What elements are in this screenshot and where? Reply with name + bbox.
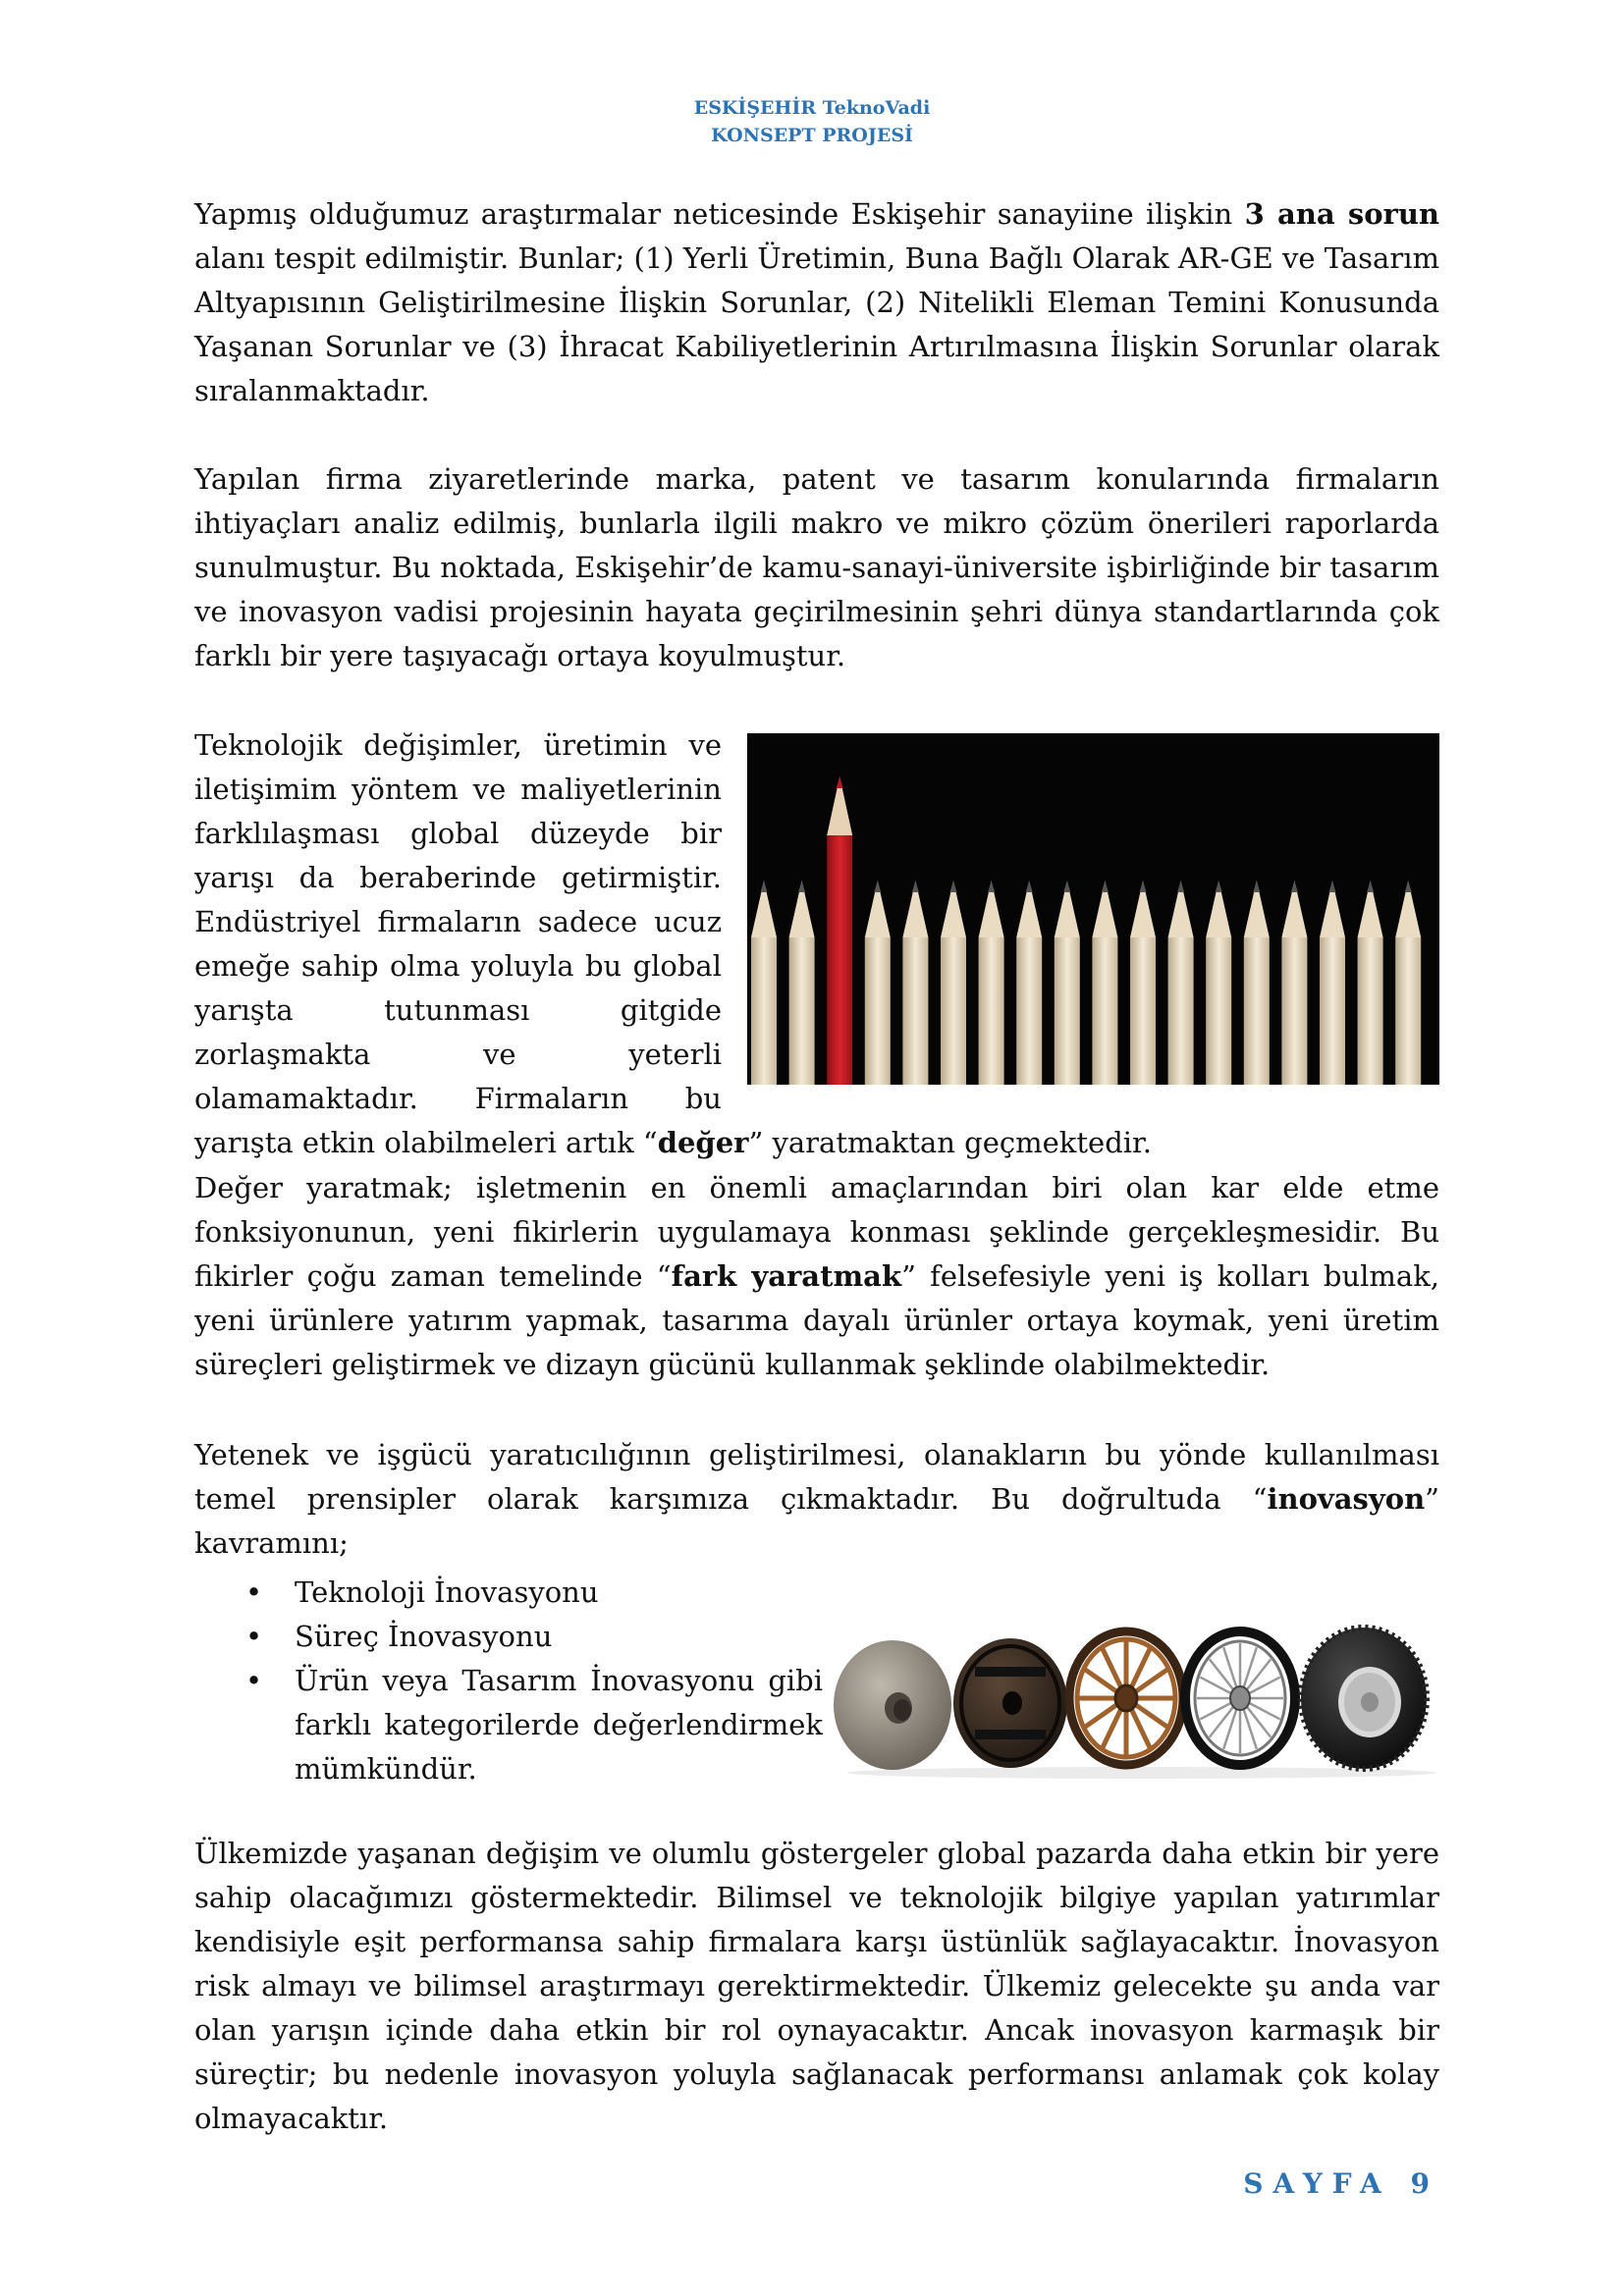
wheel-evolution-image (828, 1610, 1441, 1782)
pencils-red-standout-image (747, 733, 1439, 1085)
list-item-text: Süreç İnovasyonu (295, 1620, 553, 1653)
innovation-types-list (194, 1571, 823, 1791)
text-run: alanı tespit edilmiştir. Bunlar; (1) Yerli Üretimin, Buna Bağlı Olarak AR-GE ve Tasarım Altyapısının Geliştirilmesine İlişkin Sorunlar, (2) Nitelikli Eleman Temini Konusunda Yaşanan Sorunlar ve (3) İhracat Kabiliyetlerinin Artırılmasına İlişkin Sorunlar olarak sıralanmaktadır. (194, 241, 1439, 407)
text-run: Değer yaratmak; işletmenin en önemli amaçlarından biri olan kar elde etme fonksiyonunun, yeni fikirlerin uygulamaya konması şeklinde gerçekleşmesidir. Bu fikirler çoğu zaman temelinde “ (194, 1171, 1439, 1293)
list-item-text: Teknoloji İnovasyonu (295, 1575, 599, 1609)
list-item (194, 1659, 823, 1791)
stone-wheel-icon (834, 1640, 951, 1770)
modern-tire-icon (1301, 1628, 1427, 1769)
bold-text: 3 ana sorun (1244, 197, 1439, 231)
bullet-icon: • (245, 1575, 263, 1609)
text-run: ” felsefesiyle yeni iş kolları bulmak, yeni ürünlere yatırım yapmak, tasarıma dayalı ürünler ortaya koymak, yeni üretim süreçleri geliştirmek ve dizayn gücünü kullanmak şeklinde olabilmektedir. (194, 1259, 1439, 1381)
text-run: ” yaratmaktan geçmektedir. (748, 1126, 1152, 1159)
page-header (0, 94, 1624, 149)
plank-wheel-icon (953, 1638, 1067, 1768)
wheels-image (828, 1610, 1441, 1782)
text-run: Yapmış olduğumuz araştırmalar neticesinde Eskişehir sanayiine ilişkin (194, 197, 1245, 231)
list-item (194, 1571, 823, 1615)
paragraph-problems (194, 192, 1439, 413)
page-number: SAYFA 9 (1243, 2167, 1439, 2200)
bold-text: değer (657, 1126, 749, 1159)
paragraph-value-creation (194, 1166, 1439, 1387)
wagon-wheel-icon (1069, 1631, 1183, 1765)
text-run: Teknolojik değişimler, üretimin ve iletişimim yöntem ve maliyetlerinin farklılaşması global düzeyde bir yarışı da beraberinde getirmiştir. Endüstriyel firmaların sadece ucuz emeğe sahip olma yoluyla bu global yarışta tutunması gitgide zorlaşmakta ve yeterli olamamaktadır. Firmaların bu yarışta etkin olabilmeleri artık “ (194, 728, 722, 1159)
list-item (194, 1615, 823, 1659)
list-item-text: Ürün veya Tasarım İnovasyonu gibi farklı kategorilerde değerlendirmek mümkündür. (295, 1664, 823, 1786)
text-run: ” kavramını; (194, 1482, 1439, 1560)
red-pencil-icon (827, 776, 852, 1085)
bullet-icon: • (245, 1664, 263, 1697)
pencils-image (747, 733, 1439, 1085)
bullet-icon: • (245, 1620, 263, 1653)
paragraph-firm-visits: Yapılan firma ziyaretlerinde marka, patent ve tasarım konularında firmaların ihtiyaçları analiz edilmiş, bunlarla ilgili makro ve mikro çözüm önerileri raporlarda sunulmuştur. Bu noktada, Eskişehir’de kamu-sanayi-üniversite işbirliğinde bir tasarım ve inovasyon vadisi projesinin hayata geçirilmesinin şehri dünya standartlarında çok farklı bir yere taşıyacağı ortaya koyulmuştur. (194, 462, 1439, 672)
paragraph-conclusion: Ülkemizde yaşanan değişim ve olumlu göstergeler global pazarda daha etkin bir yere sahip olacağımızı göstermektedir. Bilimsel ve teknolojik bilgiye yapılan yatırımlar kendisiyle eşit performansa sahip firmalara karşı üstünlük sağlayacaktır. İnovasyon risk almayı ve bilimsel araştırmayı gerektirmektedir. Ülkemiz gelecekte şu anda var olan yarışın içinde daha etkin bir rol oynayacaktır. Ancak inovasyon karmaşık bir süreçtir; bu nedenle inovasyon yoluyla sağlanacak performansı anlamak çok kolay olmayacaktır. (194, 1837, 1439, 2135)
header-subtitle: KONSEPT PROJESİ (711, 125, 913, 146)
text-run: Yetenek ve işgücü yaratıcılığının geliştirilmesi, olanakların bu yönde kullanılması temel prensipler olarak karşımıza çıkmaktadır. Bu doğrultuda “ (194, 1438, 1439, 1516)
bold-text: inovasyon (1267, 1482, 1426, 1516)
header-title: ESKİŞEHİR TeknoVadi (693, 97, 931, 119)
paragraph-technology-changes (194, 723, 1439, 1165)
spoke-wheel-icon (1185, 1631, 1295, 1765)
bold-text: fark yaratmak (671, 1259, 902, 1293)
paragraph-innovation-intro (194, 1433, 1439, 1566)
